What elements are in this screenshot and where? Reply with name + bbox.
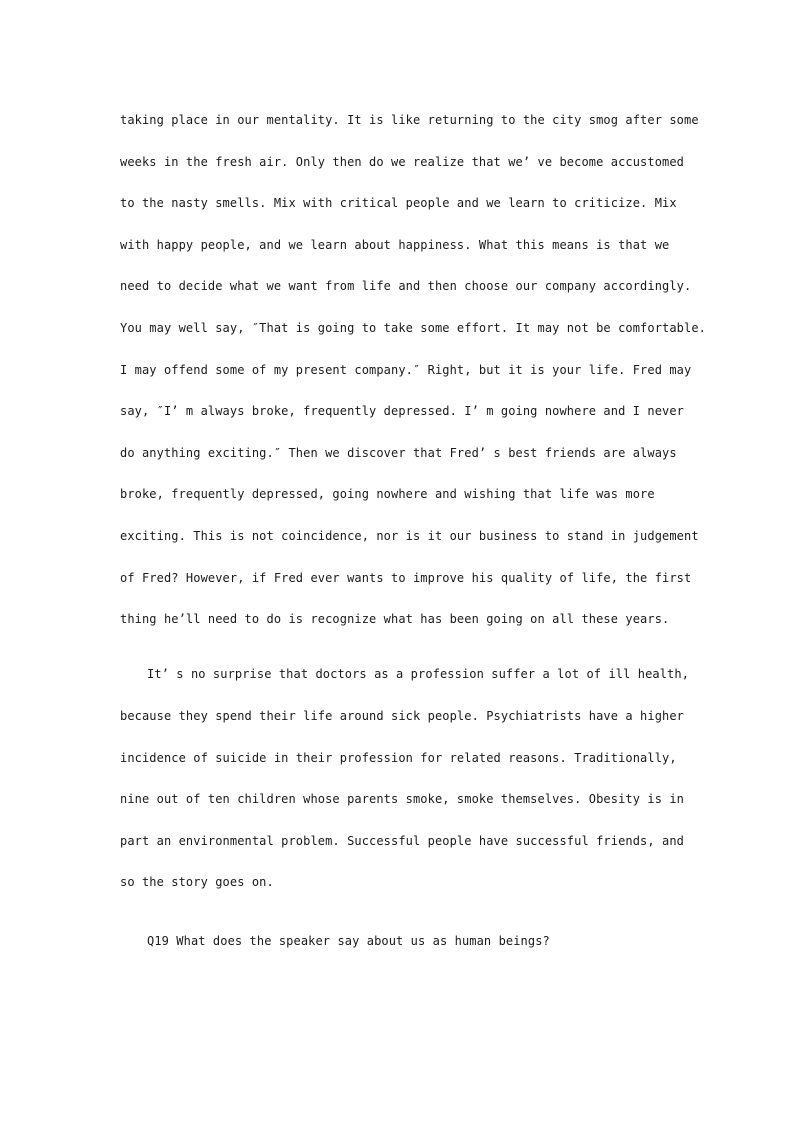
paragraph-1-line: weeks in the fresh air. Only then do we realize that we’ ve become accustomed	[120, 155, 684, 169]
paragraph-1-line: of Fred? However, if Fred ever wants to improve his quality of life, the first	[120, 571, 692, 585]
paragraph-1-line: I may offend some of my present company.″ Right, but it is your life. Fred may	[120, 363, 692, 377]
paragraph-2-line: so the story goes on.	[120, 875, 274, 889]
paragraph-1-line: You may well say, ″That is going to take some effort. It may not be comfortable.	[120, 321, 706, 335]
paragraph-1-line: taking place in our mentality. It is like returning to the city smog after some	[120, 113, 699, 127]
paragraph-1-line: thing he’ll need to do is recognize what has been going on all these years.	[120, 612, 670, 626]
paragraph-1-line: exciting. This is not coincidence, nor is it our business to stand in judgement	[120, 529, 699, 543]
paragraph-1-line: need to decide what we want from life and then choose our company accordingly.	[120, 279, 692, 293]
paragraph-1-line: to the nasty smells. Mix with critical people and we learn to criticize. Mix	[120, 196, 677, 210]
paragraph-2-line: It’ s no surprise that doctors as a profession suffer a lot of ill health,	[147, 667, 690, 681]
paragraph-1-line: broke, frequently depressed, going nowhere and wishing that life was more	[120, 487, 655, 501]
paragraph-2-line: because they spend their life around sick people. Psychiatrists have a higher	[120, 709, 684, 723]
question-text: Q19 What does the speaker say about us as human beings?	[147, 934, 550, 948]
paragraph-1-line: do anything exciting.″ Then we discover that Fred’ s best friends are always	[120, 446, 677, 460]
paragraph-2-line: nine out of ten children whose parents smoke, smoke themselves. Obesity is in	[120, 792, 684, 806]
paragraph-1-line: say, ″I’ m always broke, frequently depressed. I’ m going nowhere and I never	[120, 404, 684, 418]
paragraph-1-line: with happy people, and we learn about happiness. What this means is that we	[120, 238, 670, 252]
paragraph-2-line: part an environmental problem. Successful people have successful friends, and	[120, 834, 684, 848]
paragraph-2-line: incidence of suicide in their profession for related reasons. Traditionally,	[120, 751, 677, 765]
